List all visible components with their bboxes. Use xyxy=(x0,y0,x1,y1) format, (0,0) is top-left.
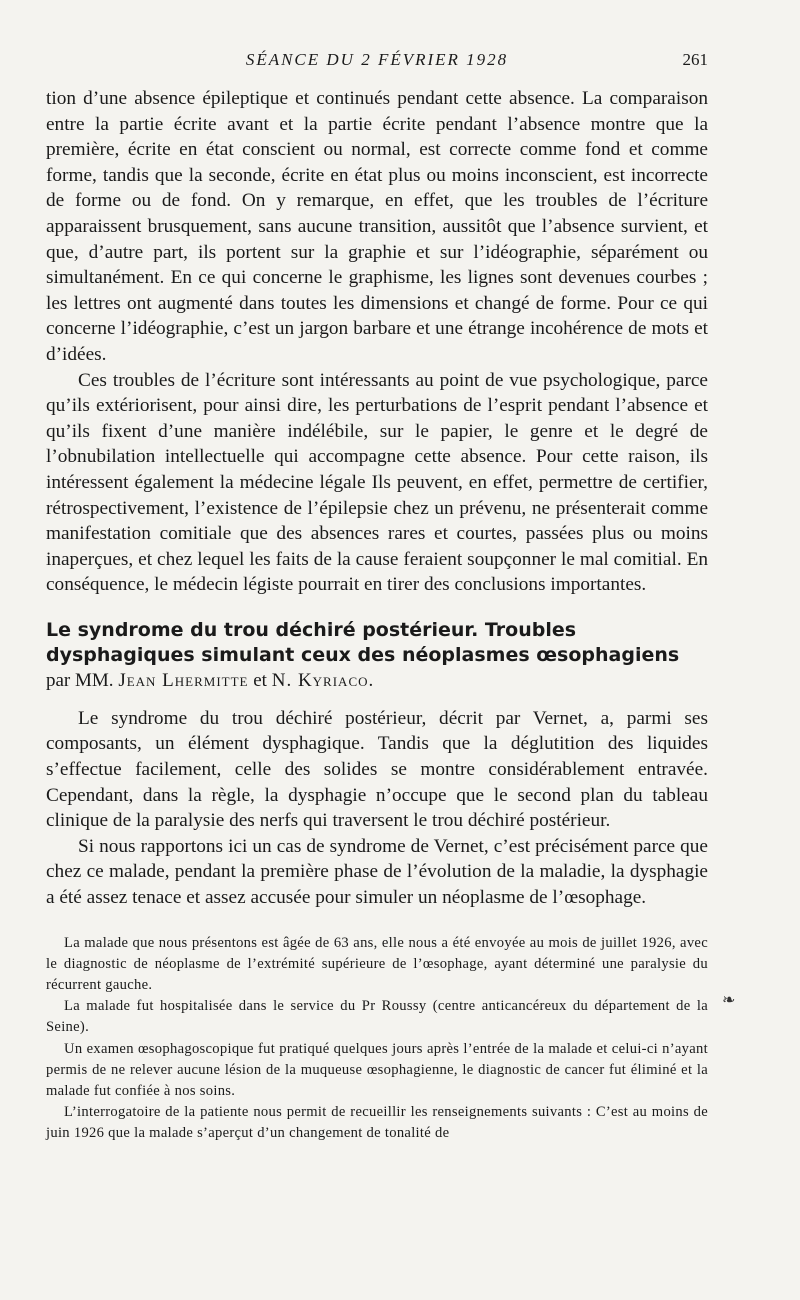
author-2: N. Kyriaco. xyxy=(271,669,375,691)
note-paragraph-2: La malade fut hospitalisée dans le service du Pr Roussy (centre anticancéreux du département de la Seine). xyxy=(46,998,708,1036)
page-content xyxy=(46,86,708,1145)
section-paragraph-2: Si nous rapportons ici un cas de syndrome de Vernet, c’est précisément parce que chez ce malade, pendant la première phase de l’évolution de la maladie, la dysphagie a été assez tenace et assez accusée pour simuler un néoplasme de l’œsophage. xyxy=(46,835,708,909)
section-paragraph-1: Le syndrome du trou déchiré postérieur, décrit par Vernet, a, parmi ses composants, un élément dysphagique. Tandis que la déglutition des liquides s’effectue facilement, celle des solides se montre considérablement entravée. Cependant, dans la règle, la dysphagie n’occupe que le second plan du tableau clinique de la paralysie des nerfs qui traversent le trou déchiré postérieur. xyxy=(46,707,708,832)
byline xyxy=(46,670,374,691)
ink-blot-mark: ❧ xyxy=(722,992,736,1009)
paragraph-writing-troubles: Ces troubles de l’écriture sont intéressants au point de vue psychologique, parce qu’ils extériorisent, pour ainsi dire, les perturbations de l’esprit pendant l’absence et qu’ils fixent d’une manière indélébile, sur le papier, le genre et le degré de l’obnubilation intellectuelle qui accompagne cette absence. Pour cette raison, ils intéressent également la médecine légale Ils peuvent, en effet, permettre de certifier, rétrospectivement, l’existence de l’épilepsie chez un prévenu, ne présenterait comme manifestation comitiale que des absences rares et courtes, passées plus ou moins inaperçues, et chez lequel les faits de la cause feraient soupçonner le mal comitial. En conséquence, le médecin légiste pourrait en tirer des conclusions importantes. xyxy=(46,369,708,596)
running-title: SÉANCE DU 2 FÉVRIER 1928 xyxy=(245,50,509,69)
section-heading xyxy=(46,618,708,693)
note-paragraph-1: La malade que nous présentons est âgée de 63 ans, elle nous a été envoyée au mois de juillet 1926, avec le diagnostic de néoplasme de l’extrémité supérieure de l’œsophage, ayant déterminé une paralysie du récurrent gauche. xyxy=(46,934,708,994)
page-number: 261 xyxy=(682,50,708,69)
note-paragraph-3: Un examen œsophagoscopique fut pratiqué quelques jours après l’entrée de la malade et celui-ci n’ayant permis de ne relever aucune lésion de la muqueuse œsophagienne, le diagnostic de cancer fut éliminé et la malade fut confiée à nos soins. xyxy=(46,1040,708,1100)
byline-and: et xyxy=(253,669,267,691)
section-title: Le syndrome du trou déchiré postérieur. Troubles dysphagiques simulant ceux des néoplasmes œsophagiens xyxy=(46,618,680,666)
case-notes xyxy=(46,933,708,1145)
note-paragraph-4: L’interrogatoire de la patiente nous permit de recueillir les renseignements suivants : C’est au moins de juin 1926 que la malade s’aperçut d’un changement de tonalité de xyxy=(46,1104,708,1142)
paragraph-continued: tion d’une absence épileptique et continués pendant cette absence. La comparaison entre la partie écrite avant et la partie écrite pendant l’absence montre que la première, écrite en état conscient ou normal, est correcte comme fond et comme forme, tandis que la seconde, écrite en état plus ou moins inconscient, est incorrecte de forme ou de fond. On y remarque, en effet, que les troubles de l’écriture apparaissent brusquement, sans aucune transition, aussitôt que l’absence survient, et que, d’autre part, ils portent sur la graphie et sur l’idéographie, séparément ou simultanément. En ce qui concerne le graphisme, les lignes sont devenues courbes ; les lettres ont augmenté dans toutes les dimensions et changé de forme. Pour ce qui concerne l’idéographie, c’est un jargon barbare et une étrange incohérence de mots et d’idées. xyxy=(46,88,708,365)
page-header xyxy=(46,50,708,74)
author-1: Jean Lhermitte xyxy=(118,669,249,691)
byline-prefix: par MM. xyxy=(46,669,114,691)
